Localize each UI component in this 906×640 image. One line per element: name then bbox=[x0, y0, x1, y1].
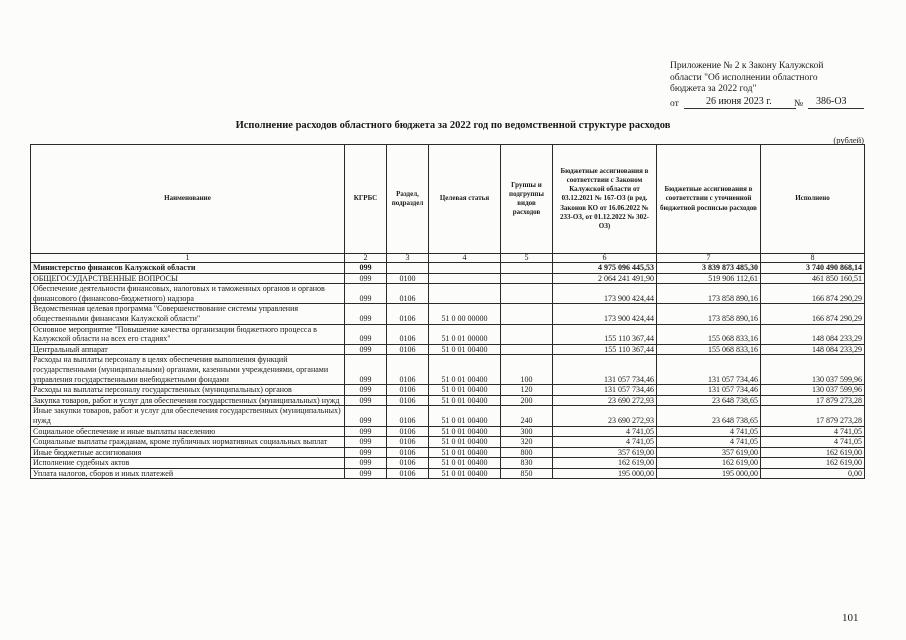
cell-vr bbox=[501, 304, 553, 324]
number-underline bbox=[808, 108, 864, 109]
cell-vr: 240 bbox=[501, 406, 553, 426]
cell-v7: 162 619,00 bbox=[657, 458, 761, 469]
cell-v7: 23 648 738,65 bbox=[657, 395, 761, 406]
cell-name: Социальное обеспечение и иные выплаты населению bbox=[31, 426, 345, 437]
cell-cs: 51 0 01 00400 bbox=[429, 447, 501, 458]
cell-v8: 461 850 160,51 bbox=[761, 273, 865, 284]
cell-kgrbs: 099 bbox=[345, 468, 387, 479]
cell-name: ОБЩЕГОСУДАРСТВЕННЫЕ ВОПРОСЫ bbox=[31, 273, 345, 284]
appendix-line: Приложение № 2 к Закону Калужской bbox=[670, 61, 824, 71]
cell-name: Расходы на выплаты персоналу государственных (муниципальных) органов bbox=[31, 385, 345, 396]
date-underline bbox=[684, 108, 796, 109]
cell-v7: 519 906 112,61 bbox=[657, 273, 761, 284]
cell-v7: 155 068 833,16 bbox=[657, 344, 761, 355]
cell-kgrbs: 099 bbox=[345, 355, 387, 385]
cell-vr: 850 bbox=[501, 468, 553, 479]
cell-razdel: 0106 bbox=[387, 324, 429, 344]
cell-razdel: 0100 bbox=[387, 273, 429, 284]
table-row bbox=[31, 263, 865, 274]
column-header-kgrbs: КГРБС bbox=[345, 145, 387, 254]
cell-v7: 4 741,05 bbox=[657, 426, 761, 437]
cell-v8: 17 879 273,28 bbox=[761, 406, 865, 426]
cell-v7: 155 068 833,16 bbox=[657, 324, 761, 344]
cell-kgrbs: 099 bbox=[345, 406, 387, 426]
column-header-executed: Исполнено bbox=[761, 145, 865, 254]
cell-v7: 195 000,00 bbox=[657, 468, 761, 479]
table-row bbox=[31, 458, 865, 469]
cell-vr: 100 bbox=[501, 355, 553, 385]
cell-v7: 131 057 734,46 bbox=[657, 355, 761, 385]
cell-v6: 4 741,05 bbox=[553, 426, 657, 437]
cell-kgrbs: 099 bbox=[345, 263, 387, 274]
cell-vr bbox=[501, 324, 553, 344]
cell-name: Закупка товаров, работ и услуг для обеспечения государственных (муниципальных) нужд bbox=[31, 395, 345, 406]
cell-cs: 51 0 01 00400 bbox=[429, 355, 501, 385]
column-number: 2 bbox=[345, 254, 387, 263]
cell-name: Обеспечение деятельности финансовых, налоговых и таможенных органов и органов финансового (финансово-бюджетного) надзора bbox=[31, 284, 345, 304]
cell-razdel: 0106 bbox=[387, 426, 429, 437]
cell-v6: 173 900 424,44 bbox=[553, 284, 657, 304]
cell-v6: 155 110 367,44 bbox=[553, 344, 657, 355]
number-label: № bbox=[794, 99, 804, 109]
table-row bbox=[31, 447, 865, 458]
appendix-block bbox=[670, 61, 864, 96]
cell-v6: 155 110 367,44 bbox=[553, 324, 657, 344]
cell-vr bbox=[501, 273, 553, 284]
table-row bbox=[31, 437, 865, 448]
cell-name: Основное мероприятие "Повышение качества организации бюджетного процесса в Калужской области на всех его стадиях" bbox=[31, 324, 345, 344]
column-number: 8 bbox=[761, 254, 865, 263]
cell-v6: 195 000,00 bbox=[553, 468, 657, 479]
cell-vr: 120 bbox=[501, 385, 553, 396]
cell-kgrbs: 099 bbox=[345, 437, 387, 448]
cell-v8: 148 084 233,29 bbox=[761, 324, 865, 344]
cell-razdel: 0106 bbox=[387, 395, 429, 406]
cell-razdel: 0106 bbox=[387, 304, 429, 324]
law-number: 386-ОЗ bbox=[816, 96, 847, 107]
table-row bbox=[31, 395, 865, 406]
column-header-target-item: Целевая статья bbox=[429, 145, 501, 254]
cell-v6: 23 690 272,93 bbox=[553, 395, 657, 406]
cell-vr bbox=[501, 284, 553, 304]
page-number: 101 bbox=[842, 612, 859, 624]
cell-v6: 131 057 734,46 bbox=[553, 385, 657, 396]
cell-cs: 51 0 00 00000 bbox=[429, 304, 501, 324]
cell-name: Министерство финансов Калужской области bbox=[31, 263, 345, 274]
cell-name: Иные закупки товаров, работ и услуг для обеспечения государственных (муниципальных) нужд bbox=[31, 406, 345, 426]
table-row bbox=[31, 406, 865, 426]
cell-v7: 23 648 738,65 bbox=[657, 406, 761, 426]
cell-cs: 51 0 01 00400 bbox=[429, 468, 501, 479]
cell-v8: 0,00 bbox=[761, 468, 865, 479]
column-number: 7 bbox=[657, 254, 761, 263]
cell-v8: 17 879 273,28 bbox=[761, 395, 865, 406]
table-row bbox=[31, 324, 865, 344]
cell-name: Социальные выплаты гражданам, кроме публичных нормативных социальных выплат bbox=[31, 437, 345, 448]
column-header-name: Наименование bbox=[31, 145, 345, 254]
cell-vr: 830 bbox=[501, 458, 553, 469]
column-header-refined-allocations: Бюджетные ассигнования в соответствии с уточненной бюджетной росписью расходов bbox=[657, 145, 761, 254]
appendix-line: бюджета за 2022 год" bbox=[670, 84, 757, 95]
cell-razdel: 0106 bbox=[387, 437, 429, 448]
cell-kgrbs: 099 bbox=[345, 447, 387, 458]
cell-razdel bbox=[387, 263, 429, 274]
cell-kgrbs: 099 bbox=[345, 385, 387, 396]
cell-v6: 131 057 734,46 bbox=[553, 355, 657, 385]
cell-kgrbs: 099 bbox=[345, 458, 387, 469]
cell-name: Ведомственная целевая программа "Совершенствование системы управления общественными финансами Калужской области" bbox=[31, 304, 345, 324]
cell-v7: 3 839 873 485,30 bbox=[657, 263, 761, 274]
cell-vr: 200 bbox=[501, 395, 553, 406]
appendix-line: области "Об исполнении областного bbox=[670, 72, 818, 83]
cell-razdel: 0106 bbox=[387, 468, 429, 479]
document-title: Исполнение расходов областного бюджета за 2022 год по ведомственной структуре расходов bbox=[235, 120, 671, 131]
table-row bbox=[31, 344, 865, 355]
cell-cs: 51 0 01 00400 bbox=[429, 458, 501, 469]
cell-v8: 4 741,05 bbox=[761, 437, 865, 448]
cell-name: Уплата налогов, сборов и иных платежей bbox=[31, 468, 345, 479]
cell-v8: 162 619,00 bbox=[761, 458, 865, 469]
cell-v8: 162 619,00 bbox=[761, 447, 865, 458]
cell-v6: 4 975 096 445,53 bbox=[553, 263, 657, 274]
cell-cs: 51 0 01 00000 bbox=[429, 324, 501, 344]
cell-v7: 357 619,00 bbox=[657, 447, 761, 458]
cell-v8: 4 741,05 bbox=[761, 426, 865, 437]
cell-v8: 130 037 599,96 bbox=[761, 355, 865, 385]
cell-razdel: 0106 bbox=[387, 458, 429, 469]
table-row bbox=[31, 284, 865, 304]
cell-razdel: 0106 bbox=[387, 355, 429, 385]
cell-name: Исполнение судебных актов bbox=[31, 458, 345, 469]
cell-cs: 51 0 01 00400 bbox=[429, 437, 501, 448]
cell-v8: 148 084 233,29 bbox=[761, 344, 865, 355]
column-number: 5 bbox=[501, 254, 553, 263]
cell-cs: 51 0 01 00400 bbox=[429, 344, 501, 355]
cell-name: Иные бюджетные ассигнования bbox=[31, 447, 345, 458]
units-label: (рублей) bbox=[833, 135, 864, 145]
table-row bbox=[31, 468, 865, 479]
cell-cs bbox=[429, 263, 501, 274]
cell-v6: 162 619,00 bbox=[553, 458, 657, 469]
expenditure-table bbox=[30, 144, 865, 479]
ot-label: от bbox=[670, 99, 679, 109]
table-row bbox=[31, 385, 865, 396]
cell-vr: 800 bbox=[501, 447, 553, 458]
cell-v6: 23 690 272,93 bbox=[553, 406, 657, 426]
column-header-section: Раздел, подраздел bbox=[387, 145, 429, 254]
law-date-line bbox=[670, 96, 864, 110]
cell-vr: 300 bbox=[501, 426, 553, 437]
column-header-expense-type: Группы и подгруппы видов расходов bbox=[501, 145, 553, 254]
column-number: 3 bbox=[387, 254, 429, 263]
cell-cs: 51 0 01 00400 bbox=[429, 406, 501, 426]
table-row bbox=[31, 355, 865, 385]
cell-name: Расходы на выплаты персоналу в целях обеспечения выполнения функций государственными (муниципальными) органами, казенными учреждениями, органами управления государственными внебюджетными фондами bbox=[31, 355, 345, 385]
cell-name: Центральный аппарат bbox=[31, 344, 345, 355]
cell-v8: 166 874 290,29 bbox=[761, 284, 865, 304]
cell-vr bbox=[501, 344, 553, 355]
cell-cs: 51 0 01 00400 bbox=[429, 385, 501, 396]
cell-kgrbs: 099 bbox=[345, 273, 387, 284]
cell-vr bbox=[501, 263, 553, 274]
cell-v6: 2 064 241 491,90 bbox=[553, 273, 657, 284]
cell-v6: 357 619,00 bbox=[553, 447, 657, 458]
cell-razdel: 0106 bbox=[387, 284, 429, 304]
table-row bbox=[31, 304, 865, 324]
cell-razdel: 0106 bbox=[387, 406, 429, 426]
cell-v8: 166 874 290,29 bbox=[761, 304, 865, 324]
cell-v7: 131 057 734,46 bbox=[657, 385, 761, 396]
cell-vr: 320 bbox=[501, 437, 553, 448]
cell-cs: 51 0 01 00400 bbox=[429, 395, 501, 406]
cell-v8: 3 740 490 868,14 bbox=[761, 263, 865, 274]
cell-v6: 4 741,05 bbox=[553, 437, 657, 448]
cell-v6: 173 900 424,44 bbox=[553, 304, 657, 324]
cell-v7: 4 741,05 bbox=[657, 437, 761, 448]
cell-razdel: 0106 bbox=[387, 385, 429, 396]
cell-cs: 51 0 01 00400 bbox=[429, 426, 501, 437]
cell-kgrbs: 099 bbox=[345, 284, 387, 304]
column-header-law-allocations: Бюджетные ассигнования в соответствии с Законом Калужской области от 03.12.2021 № 167-ОЗ (в ред. Законов КО от 16.06.2022 № 233-ОЗ, от 01.12.2022 № 302-ОЗ) bbox=[553, 145, 657, 254]
cell-kgrbs: 099 bbox=[345, 344, 387, 355]
column-number: 1 bbox=[31, 254, 345, 263]
column-number: 6 bbox=[553, 254, 657, 263]
cell-v8: 130 037 599,96 bbox=[761, 385, 865, 396]
table-row bbox=[31, 273, 865, 284]
cell-kgrbs: 099 bbox=[345, 426, 387, 437]
cell-v7: 173 858 890,16 bbox=[657, 304, 761, 324]
cell-cs bbox=[429, 273, 501, 284]
cell-kgrbs: 099 bbox=[345, 395, 387, 406]
cell-v7: 173 858 890,16 bbox=[657, 284, 761, 304]
cell-razdel: 0106 bbox=[387, 447, 429, 458]
cell-kgrbs: 099 bbox=[345, 304, 387, 324]
cell-kgrbs: 099 bbox=[345, 324, 387, 344]
cell-razdel: 0106 bbox=[387, 344, 429, 355]
column-number: 4 bbox=[429, 254, 501, 263]
table-row bbox=[31, 426, 865, 437]
law-date: 26 июня 2023 г. bbox=[706, 96, 772, 107]
cell-cs bbox=[429, 284, 501, 304]
